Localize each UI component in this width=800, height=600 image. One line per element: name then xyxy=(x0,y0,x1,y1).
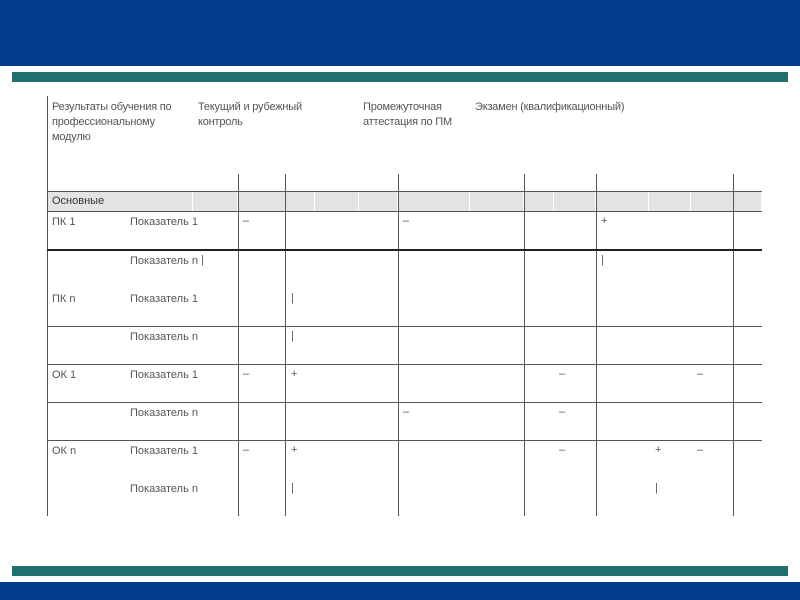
grid-line xyxy=(596,174,597,516)
grid-line xyxy=(398,174,399,516)
header-intermediate: Промежуточная аттестация по ПМ xyxy=(363,101,452,128)
competence-label: ПК 1 xyxy=(52,216,76,228)
grid-line xyxy=(47,211,762,212)
mark-plus: + xyxy=(655,444,662,456)
mark-minus: – xyxy=(243,368,250,380)
competence-label: ОК n xyxy=(52,445,77,457)
grid-line xyxy=(47,191,762,192)
mark-bar: | xyxy=(601,254,604,266)
section-cell xyxy=(358,192,398,211)
mark-minus: – xyxy=(697,368,704,380)
indicator-label: Показатель 1 xyxy=(130,445,198,457)
competence-label: ОК 1 xyxy=(52,369,77,381)
top-divider-stripe xyxy=(12,72,788,82)
section-cell xyxy=(469,192,524,211)
bottom-divider-stripe xyxy=(12,566,788,576)
grid-line xyxy=(47,364,762,365)
grid-line xyxy=(47,402,762,403)
mark-minus: – xyxy=(403,406,410,418)
mark-minus: – xyxy=(559,444,566,456)
indicator-label: Показатель n xyxy=(130,483,198,495)
indicator-label: Показатель n xyxy=(130,255,198,267)
header-current-control: Текущий и рубежный контроль xyxy=(198,101,302,128)
mark-plus: + xyxy=(291,444,298,456)
grid-line xyxy=(238,174,239,516)
section-cell xyxy=(553,192,596,211)
grid-line xyxy=(47,96,48,516)
indicator-label: Показатель n xyxy=(130,407,198,419)
grid-line xyxy=(524,174,525,516)
section-cell xyxy=(733,192,762,211)
grid-line xyxy=(47,249,762,251)
mark-bar: | xyxy=(201,254,204,266)
section-label: Основные xyxy=(52,195,105,207)
mark-minus: – xyxy=(697,444,704,456)
mark-bar: | xyxy=(291,292,294,304)
mark-minus: – xyxy=(403,215,410,227)
competence-label: ПК n xyxy=(52,293,76,305)
section-cell xyxy=(285,192,315,211)
indicator-label: Показатель 1 xyxy=(130,369,198,381)
mark-minus: – xyxy=(243,444,250,456)
grid-line xyxy=(285,174,286,516)
mark-minus: – xyxy=(559,368,566,380)
header-results: Результаты обучения по профессиональному модулю xyxy=(52,101,172,143)
mark-minus: – xyxy=(559,406,566,418)
mark-bar: | xyxy=(655,482,658,494)
section-cell xyxy=(648,192,691,211)
grid-line xyxy=(733,174,734,516)
title-band xyxy=(0,0,800,66)
mark-bar: | xyxy=(291,482,294,494)
indicator-label: Показатель n xyxy=(130,331,198,343)
header-exam: Экзамен (квалификационный) xyxy=(475,101,625,113)
mark-bar: | xyxy=(291,330,294,342)
mark-plus: + xyxy=(601,215,608,227)
section-cell xyxy=(192,192,238,211)
grid-line xyxy=(47,326,762,327)
grid-line xyxy=(47,440,762,441)
mark-plus: + xyxy=(291,368,298,380)
indicator-label: Показатель 1 xyxy=(130,216,198,228)
mark-minus: – xyxy=(243,215,250,227)
indicator-label: Показатель 1 xyxy=(130,293,198,305)
footer-band xyxy=(0,582,800,600)
